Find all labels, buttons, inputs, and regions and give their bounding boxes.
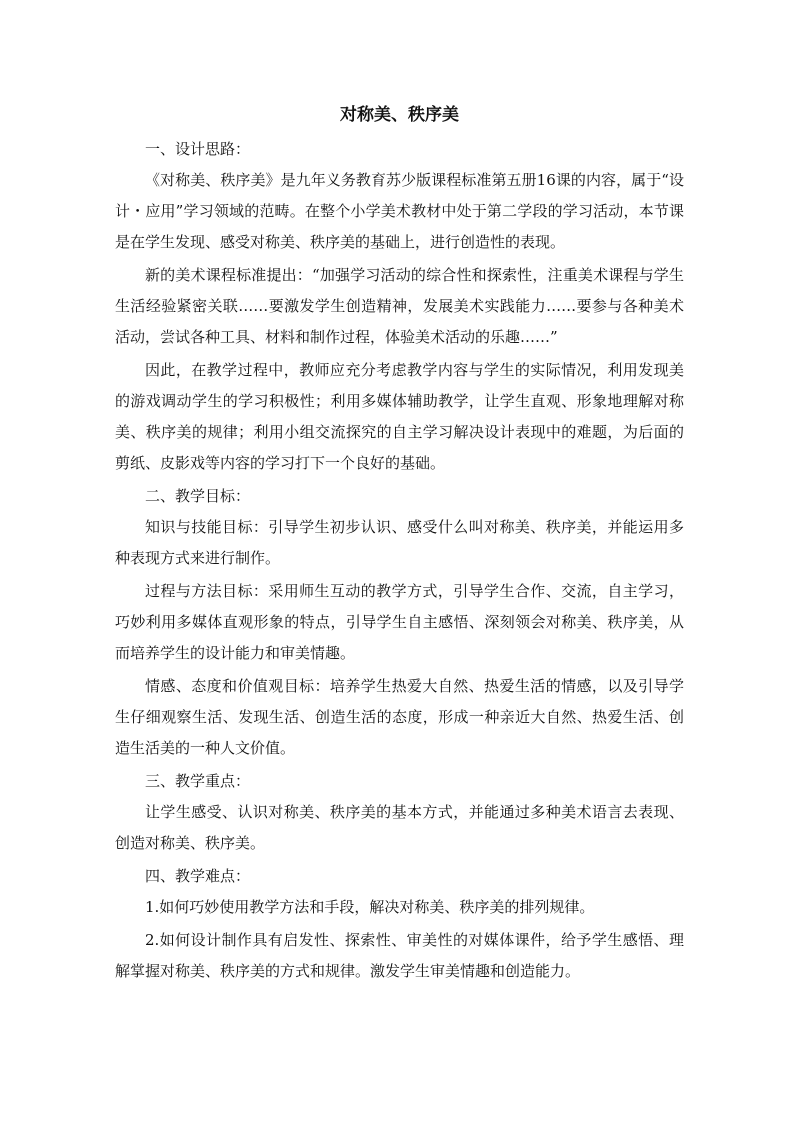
paragraph: 1.如何巧妙使用教学方法和手段，解决对称美、秩序美的排列规律。 xyxy=(145,898,595,916)
paragraph: 情感、态度和价值观目标：培养学生热爱大自然、热爱生活的情感，以及引导学生仔细观察生活、发现生活、创造生活的态度，形成一种亲近大自然、热爱生活、创造生活美的一种人文价值。 xyxy=(115,677,684,757)
paragraph: 新的美术课程标准提出：“加强学习活动的综合性和探索性，注重美术课程与学生生活经验紧密关联……要激发学生创造精神，发展美术实践能力……要参与各种美术活动，尝试各种工具、材料和制作过程，体验美术活动的乐趣……” xyxy=(115,266,684,346)
paragraph: 知识与技能目标：引导学生初步认识、感受什么叫对称美、秩序美，并能运用多种表现方式来进行制作。 xyxy=(115,518,684,567)
section-heading-key-points: 三、教学重点： xyxy=(145,772,251,790)
section-heading-difficulties: 四、教学难点： xyxy=(145,867,251,885)
document-title: 对称美、秩序美 xyxy=(340,105,459,125)
paragraph: 让学生感受、认识对称美、秩序美的基本方式，并能通过多种美术语言去表现、创造对称美、秩序美。 xyxy=(115,803,684,852)
paragraph: 因此，在教学过程中，教师应充分考虑教学内容与学生的实际情况，利用发现美的游戏调动学生的学习积极性；利用多媒体辅助教学，让学生直观、形象地理解对称美、秩序美的规律；利用小组交流探究的自主学习解决设计表现中的难题，为后面的剪纸、皮影戏等内容的学习打下一个良好的基础。 xyxy=(115,361,684,472)
paragraph: 2.如何设计制作具有启发性、探索性、审美性的对媒体课件，给予学生感悟、理解掌握对称美、秩序美的方式和规律。激发学生审美情趣和创造能力。 xyxy=(115,931,684,980)
section-heading-design: 一、设计思路： xyxy=(145,140,251,158)
paragraph: 过程与方法目标：采用师生互动的教学方式，引导学生合作、交流，自主学习，巧妙利用多媒体直观形象的特点，引导学生自主感悟、深刻领会对称美、秩序美，从而培养学生的设计能力和审美情趣。 xyxy=(115,582,684,662)
paragraph: 《对称美、秩序美》是九年义务教育苏少版课程标准第五册16课的内容，属于“设计・应用”学习领域的范畴。在整个小学美术教材中处于第二学段的学习活动，本节课是在学生发现、感受对称美、秩序美的基础上，进行创造性的表现。 xyxy=(115,171,684,251)
section-heading-goals: 二、教学目标： xyxy=(145,487,251,505)
